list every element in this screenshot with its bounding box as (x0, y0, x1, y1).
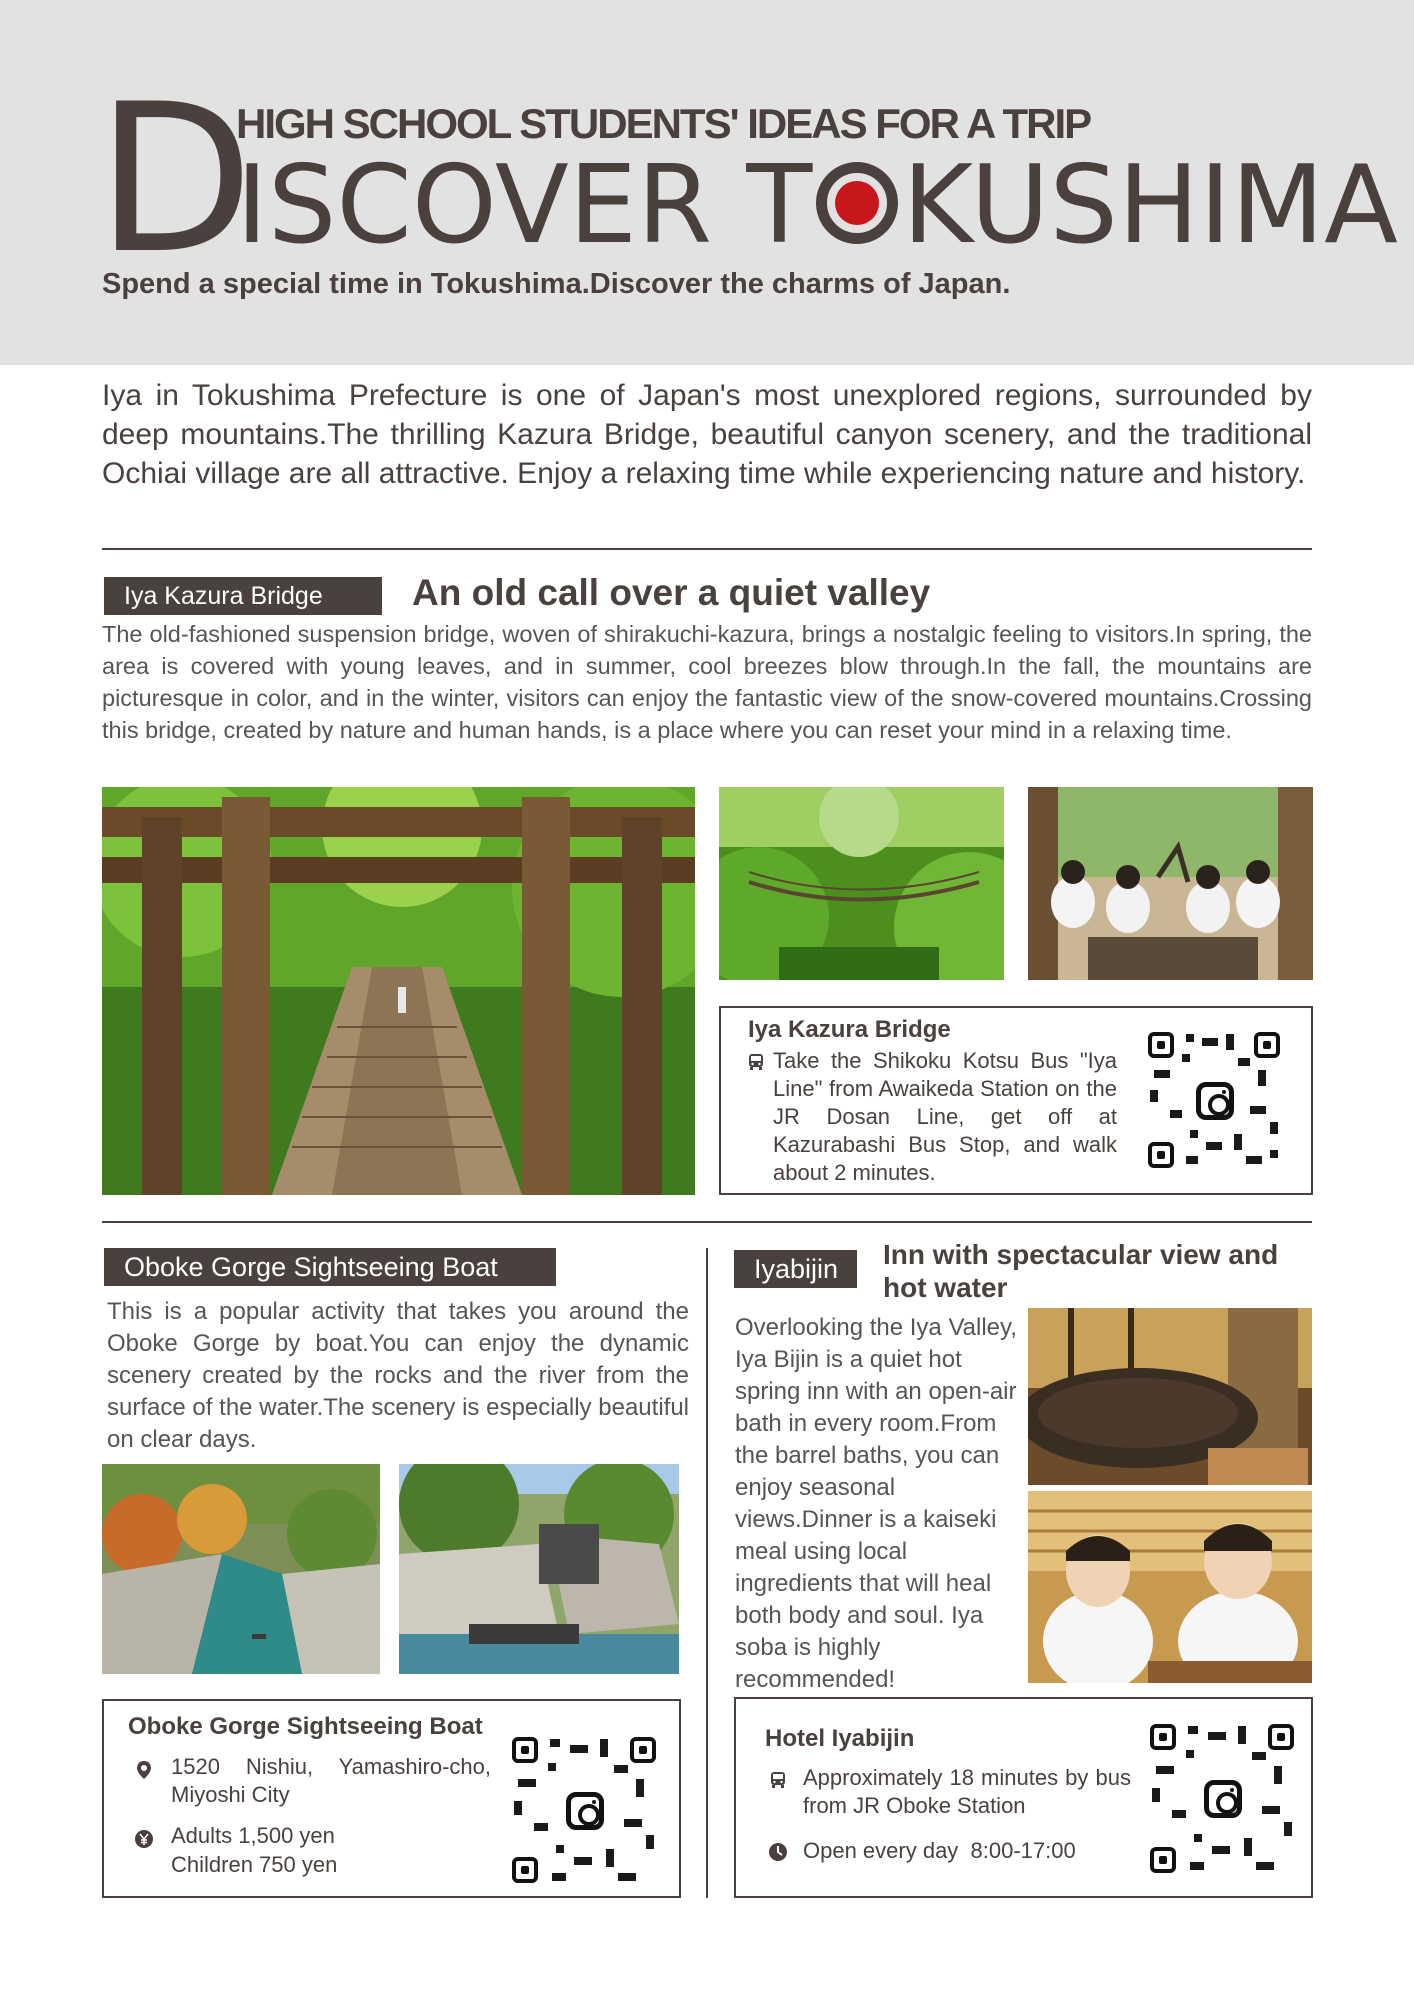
oboke-description: This is a popular activity that takes you around the Oboke Gorge by boat.You can enjoy the dynamic scenery created by the rocks and the river from the surface of the water.The scenery is especially beautiful on clear days. (107, 1298, 689, 1453)
qr-finder (512, 1857, 538, 1883)
tagline: Spend a special time in Tokushima.Discover the charms of Japan. (102, 268, 1011, 300)
section-divider (102, 548, 1312, 550)
title-part-1: ISCOVER T (236, 143, 813, 268)
kazura-heading: An old call over a quiet valley (412, 572, 931, 613)
iyabijin-hours: Open every day 8:00-17:00 (803, 1838, 1076, 1863)
instagram-icon (1204, 1780, 1242, 1818)
qr-finder (1150, 1847, 1176, 1873)
oboke-instagram-qr[interactable] (510, 1735, 660, 1887)
qr-finder (1150, 1724, 1176, 1750)
section-divider (102, 1221, 1312, 1223)
bus-icon (768, 1770, 788, 1790)
iyabijin-instagram-qr[interactable] (1148, 1722, 1298, 1877)
page-title (236, 143, 1399, 268)
oboke-gorge-photo (102, 1464, 380, 1674)
qr-finder (1148, 1142, 1174, 1168)
location-pin-icon (134, 1760, 154, 1780)
kazura-instagram-qr[interactable] (1146, 1030, 1284, 1172)
qr-finder (1268, 1724, 1294, 1750)
iyabijin-info-title: Hotel Iyabijin (765, 1725, 915, 1752)
header-kicker: HIGH SCHOOL STUDENTS' IDEAS FOR A TRIP (236, 100, 1091, 147)
oboke-price-children: Children 750 yen (171, 1852, 338, 1877)
oboke-price-adults: Adults 1,500 yen (171, 1823, 335, 1848)
column-divider (706, 1248, 708, 1898)
title-part-2: KUSHIMA (902, 143, 1399, 268)
kazura-info-title: Iya Kazura Bridge (748, 1016, 951, 1043)
qr-finder (512, 1737, 538, 1763)
iyabijin-dinner-photo (1028, 1491, 1312, 1683)
intro-paragraph: Iya in Tokushima Prefecture is one of Japan's most unexplored regions, surrounded by deep mountains.The thrilling Kazura Bridge, beautiful canyon scenery, and the traditional Ochiai village are all attractive. Enjoy a relaxing time while experiencing nature and history. (102, 379, 1312, 490)
iyabijin-access: Approximately 18 minutes by bus from JR Oboke Station (803, 1765, 1131, 1818)
iyabijin-bath-photo (1028, 1308, 1312, 1485)
kazura-students-photo (1028, 787, 1313, 980)
oboke-address: 1520 Nishiu, Yamashiro-cho, Miyoshi City (171, 1754, 491, 1807)
rising-sun-icon (816, 162, 898, 244)
instagram-icon (566, 1792, 604, 1830)
qr-finder (630, 1737, 656, 1763)
bus-icon (746, 1052, 766, 1072)
kazura-bridge-photo (102, 787, 695, 1195)
kazura-valley-photo (719, 787, 1004, 980)
iyabijin-heading: Inn with spectacular view and hot water (883, 1239, 1279, 1303)
kazura-description: The old-fashioned suspension bridge, woven of shirakuchi-kazura, brings a nostalgic feeling to visitors.In spring, the area is covered with young leaves, and in summer, cool breezes blow through.In the fall, the mountains are picturesque in color, and in the winter, visitors can enjoy the fantastic view of the snow-covered mountains.Crossing this bridge, created by nature and human hands, is a place where you can reset your mind in a relaxing time. (102, 621, 1312, 743)
instagram-icon (1196, 1082, 1234, 1120)
yen-icon (134, 1829, 154, 1849)
oboke-boat-photo (399, 1464, 679, 1674)
iyabijin-description: Overlooking the Iya Valley, Iya Bijin is a quiet hot spring inn with an open-air bath in every room.From the barrel baths, you can enjoy seasonal views.Dinner is a kaiseki meal using local ingredients that will heal both body and soul. Iya soba is highly recommended! (735, 1314, 1017, 1693)
clock-icon (768, 1842, 788, 1862)
kazura-tag: Iya Kazura Bridge (104, 577, 382, 615)
title-initial: D (96, 61, 250, 299)
qr-finder (1254, 1032, 1280, 1058)
oboke-tag: Oboke Gorge Sightseeing Boat (104, 1248, 556, 1286)
iyabijin-tag: Iyabijin (734, 1250, 857, 1288)
qr-finder (1148, 1032, 1174, 1058)
header-banner (0, 0, 1414, 365)
kazura-access-text: Take the Shikoku Kotsu Bus "Iya Line" from Awaikeda Station on the JR Dosan Line, get off at Kazurabashi Bus Stop, and walk about 2 minutes. (773, 1048, 1117, 1185)
oboke-info-title: Oboke Gorge Sightseeing Boat (128, 1713, 483, 1740)
